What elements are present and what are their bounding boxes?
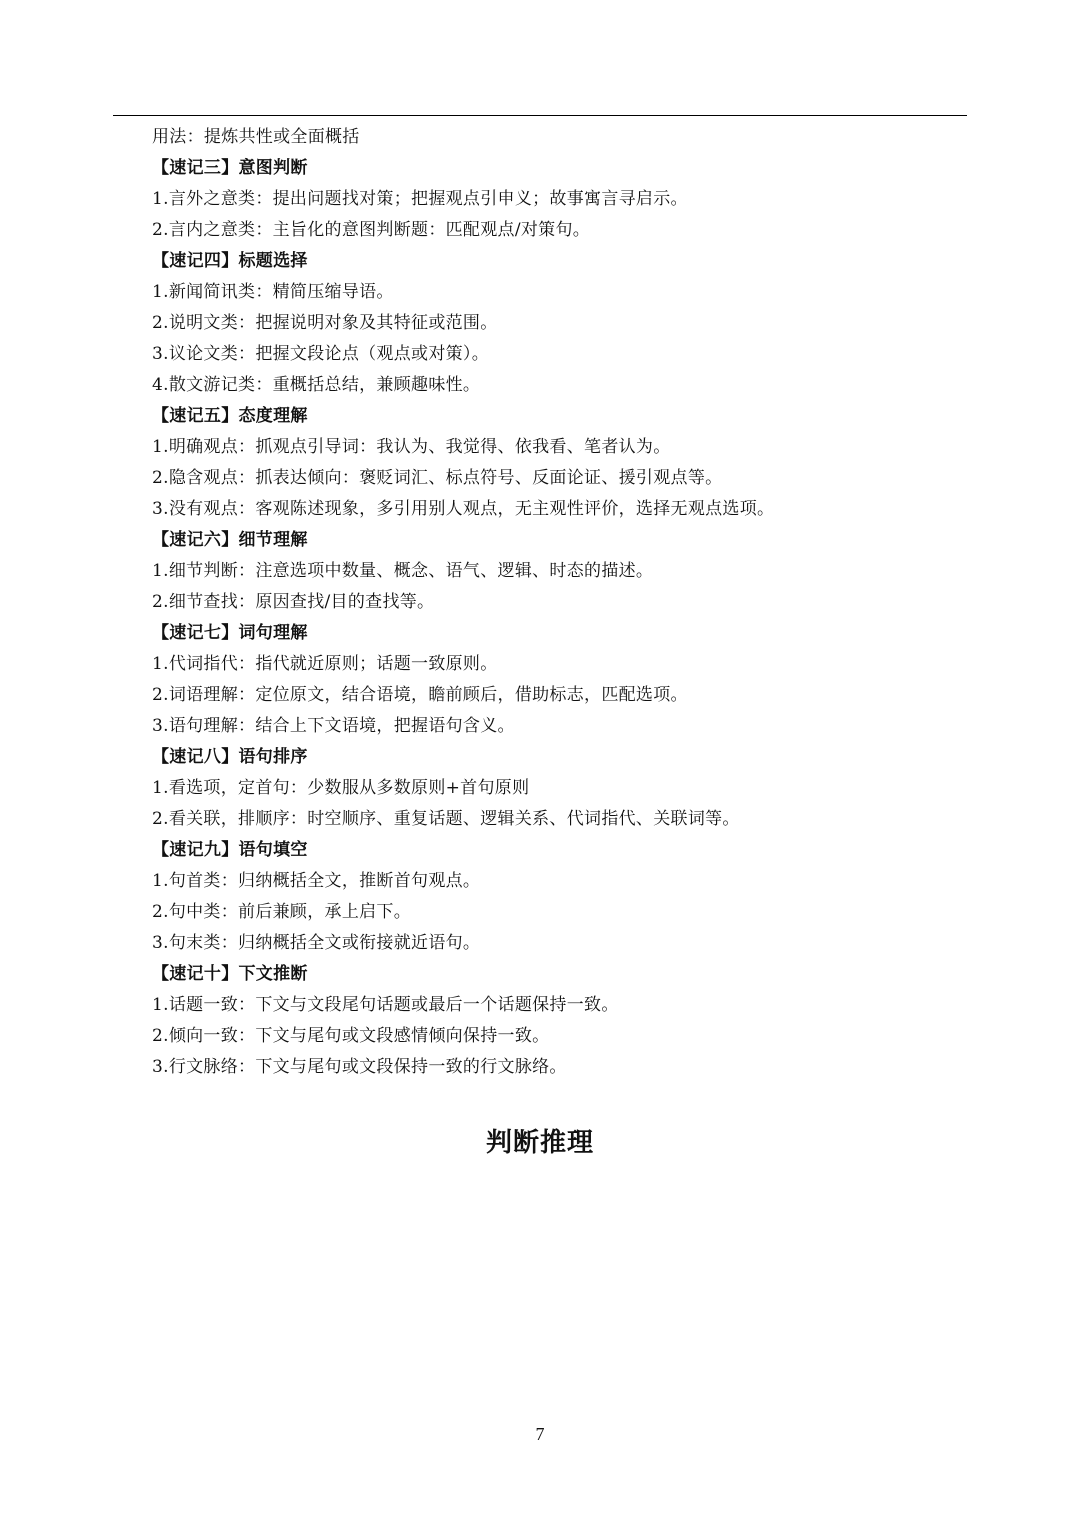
body-line: 1.看选项，定首句：少数服从多数原则+首句原则 <box>152 778 530 798</box>
page-number: 7 <box>535 1424 545 1444</box>
header-rule <box>113 115 967 116</box>
body-line: 2.看关联，排顺序：时空顺序、重复话题、逻辑关系、代词指代、关联词等。 <box>152 809 740 829</box>
section-heading: 【速记四】标题选择 <box>152 251 308 271</box>
body-line: 1.句首类：归纳概括全文，推断首句观点。 <box>152 871 481 891</box>
body-line: 2.倾向一致：下文与尾句或文段感情倾向保持一致。 <box>152 1026 550 1046</box>
body-line: 用法：提炼共性或全面概括 <box>152 127 360 147</box>
section-heading: 【速记十】下文推断 <box>152 964 308 984</box>
section-heading: 【速记六】细节理解 <box>152 530 308 550</box>
body-line: 4.散文游记类：重概括总结，兼顾趣味性。 <box>152 375 481 395</box>
body-line: 2.细节查找：原因查找/目的查找等。 <box>152 592 435 612</box>
body-line: 3.语句理解：结合上下文语境，把握语句含义。 <box>152 716 515 736</box>
body-line: 3.句末类：归纳概括全文或衔接就近语句。 <box>152 933 481 953</box>
section-heading: 【速记五】态度理解 <box>152 406 308 426</box>
section-heading: 【速记三】意图判断 <box>152 158 308 178</box>
body-line: 1.新闻简讯类：精简压缩导语。 <box>152 282 394 302</box>
body-line: 1.明确观点：抓观点引导词：我认为、我觉得、依我看、笔者认为。 <box>152 437 671 457</box>
body-line: 1.话题一致：下文与文段尾句话题或最后一个话题保持一致。 <box>152 995 619 1015</box>
section-title: 判断推理 <box>485 1128 594 1158</box>
section-heading: 【速记八】语句排序 <box>152 747 308 767</box>
body-line: 2.句中类：前后兼顾，承上启下。 <box>152 902 412 922</box>
body-line: 1.细节判断：注意选项中数量、概念、语气、逻辑、时态的描述。 <box>152 561 654 581</box>
body-line: 3.行文脉络：下文与尾句或文段保持一致的行文脉络。 <box>152 1057 567 1077</box>
body-line: 2.隐含观点：抓表达倾向：褒贬词汇、标点符号、反面论证、援引观点等。 <box>152 468 723 488</box>
section-heading: 【速记七】词句理解 <box>152 623 308 643</box>
body-line: 3.没有观点：客观陈述现象，多引用别人观点，无主观性评价，选择无观点选项。 <box>152 499 775 519</box>
body-line: 2.词语理解：定位原文，结合语境，瞻前顾后，借助标志，匹配选项。 <box>152 685 688 705</box>
body-line: 2.说明文类：把握说明对象及其特征或范围。 <box>152 313 498 333</box>
body-line: 1.代词指代：指代就近原则；话题一致原则。 <box>152 654 498 674</box>
body-line: 2.言内之意类：主旨化的意图判断题：匹配观点/对策句。 <box>152 220 591 240</box>
document-body <box>152 122 952 1083</box>
body-line: 1.言外之意类：提出问题找对策；把握观点引申义；故事寓言寻启示。 <box>152 189 688 209</box>
section-heading: 【速记九】语句填空 <box>152 840 308 860</box>
body-line: 3.议论文类：把握文段论点（观点或对策）。 <box>152 344 490 364</box>
